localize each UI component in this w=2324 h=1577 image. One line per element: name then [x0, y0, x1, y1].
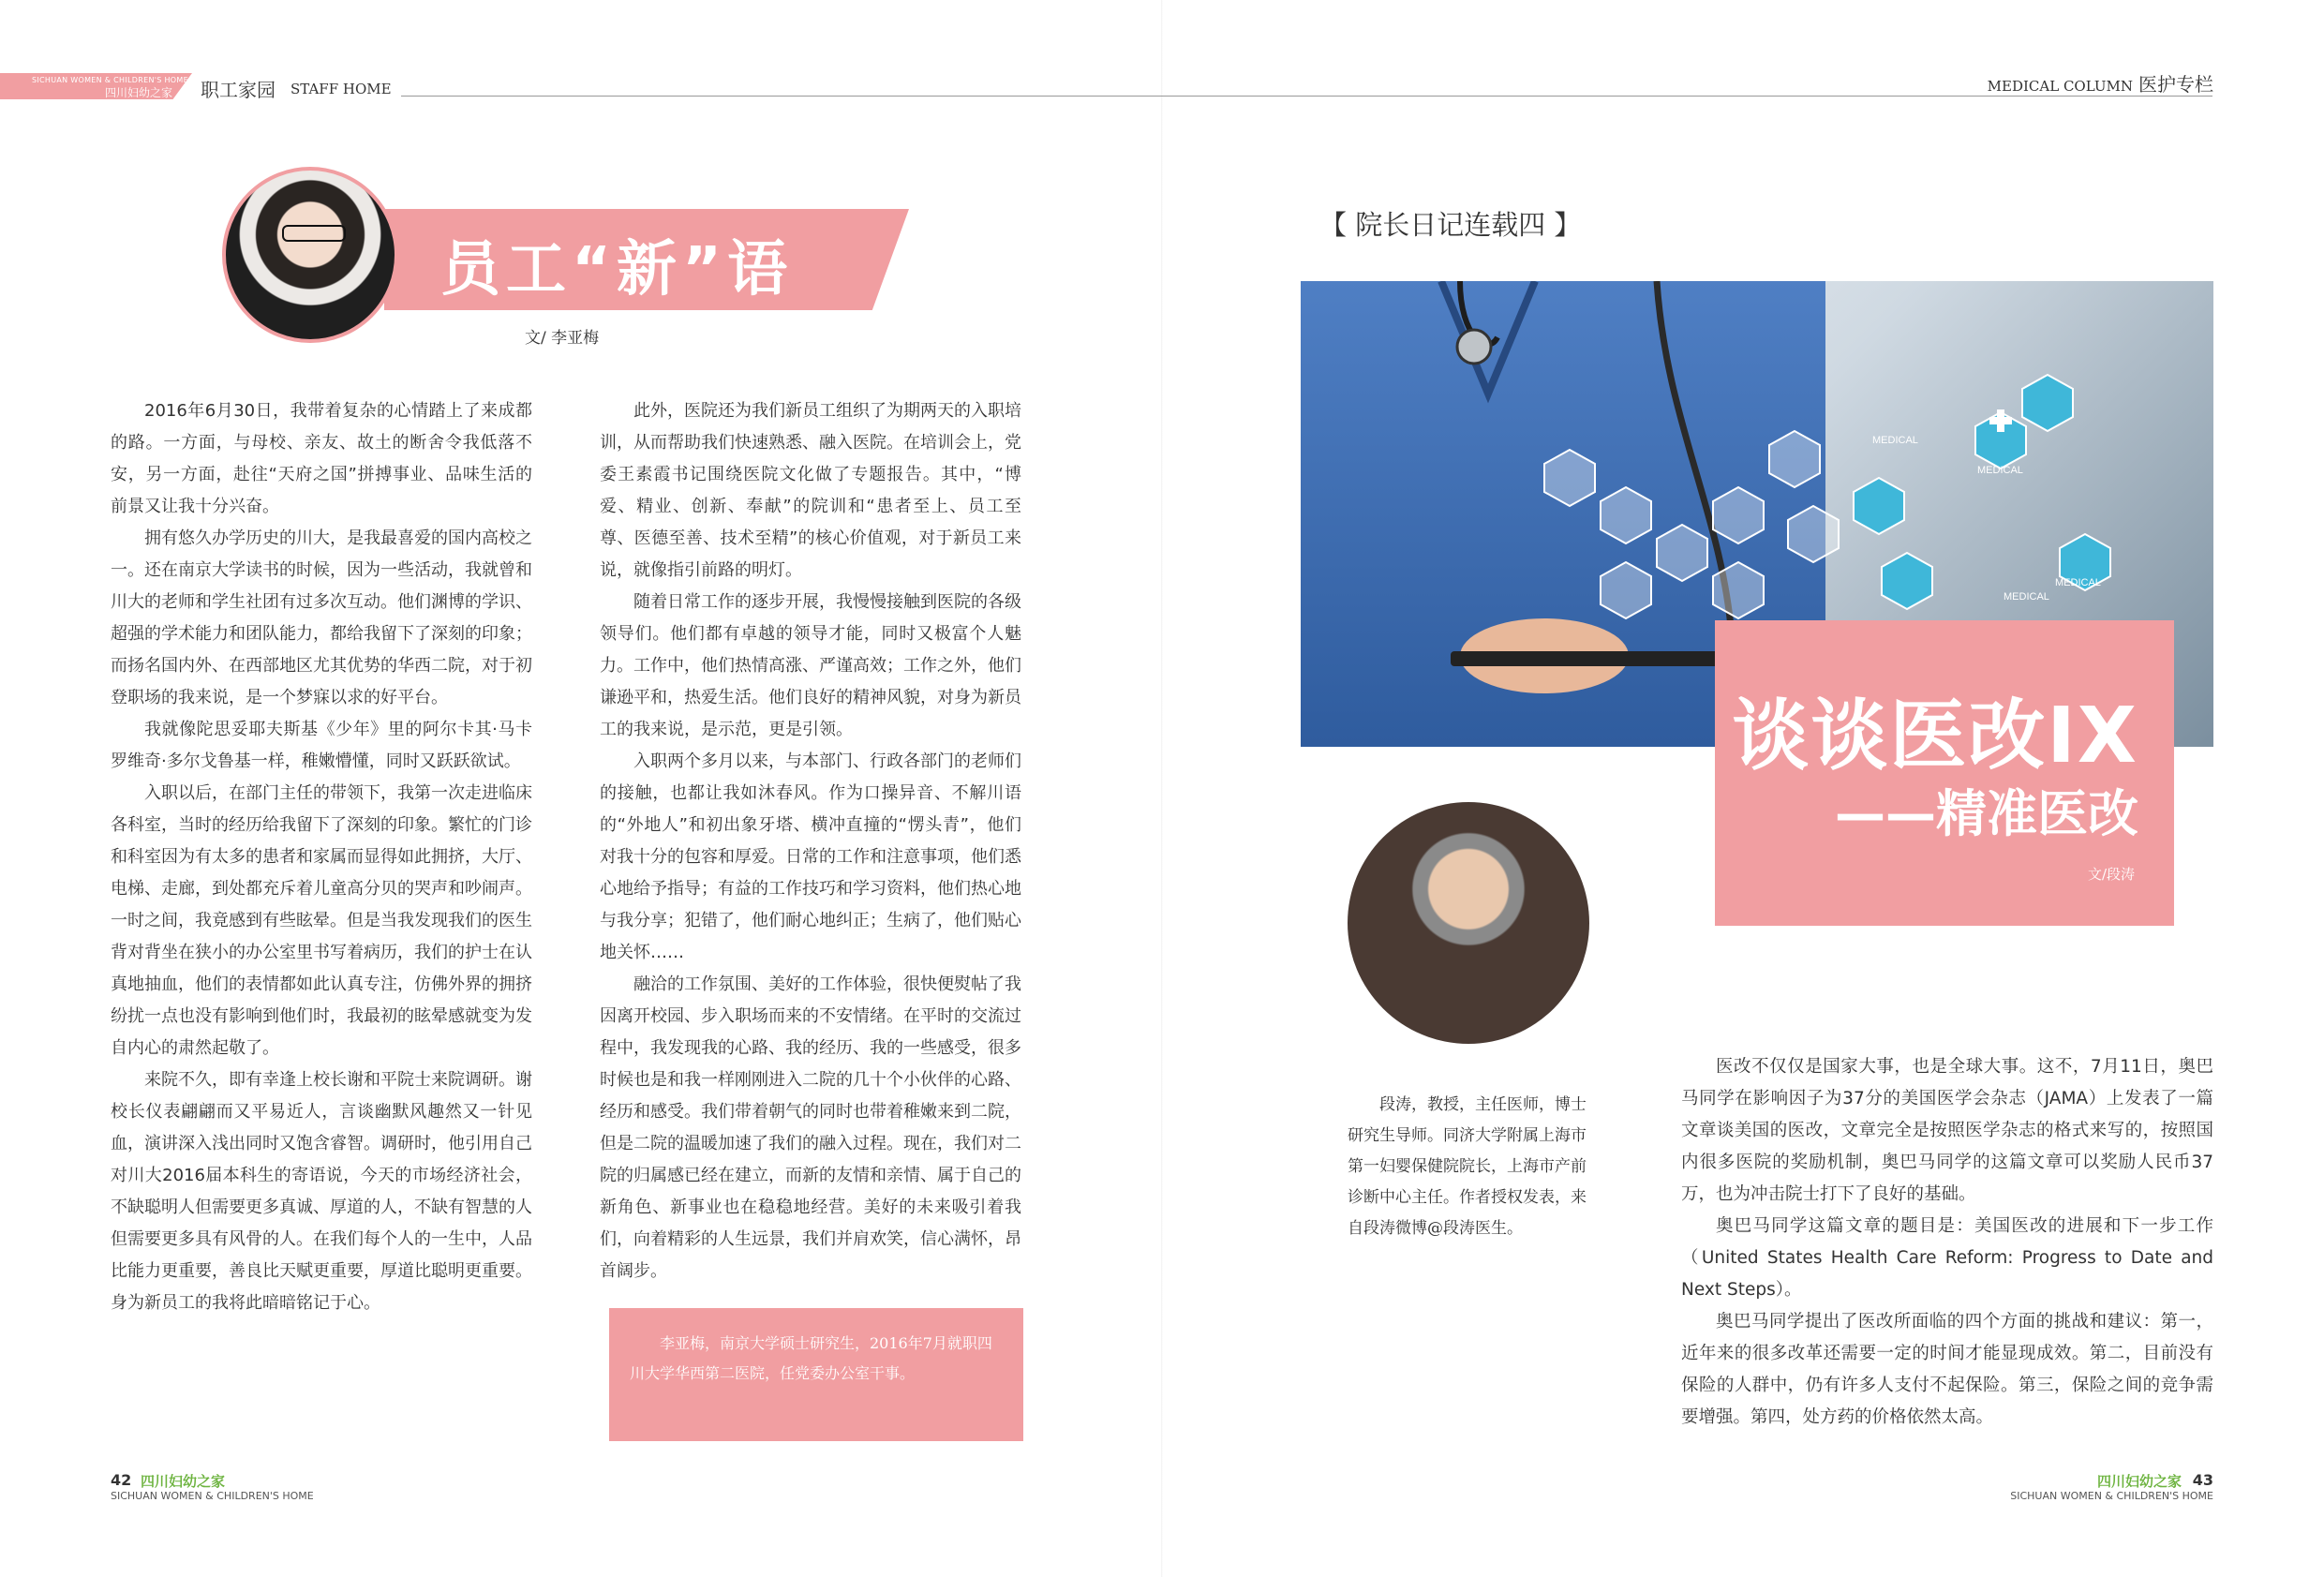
stethoscope-head-icon	[1457, 330, 1491, 364]
glasses-shape	[282, 225, 346, 242]
author-photo-left	[222, 167, 398, 343]
hero-label: MEDICAL	[1977, 465, 2023, 476]
paragraph: 我就像陀思妥耶夫斯基《少年》里的阿尔卡其·马卡罗维奇·多尔戈鲁基一样，稚嫩懵懂，同时又跃跃欲试。	[111, 720, 532, 771]
cyan-hex-icons	[1854, 375, 2110, 609]
hero-label: MEDICAL	[2004, 591, 2049, 603]
hero-label: MEDICAL	[2055, 577, 2101, 588]
right-column-body	[1681, 1051, 2213, 1434]
header-rule	[401, 96, 2212, 97]
paragraph: 奥巴马同学这篇文章的题目是：美国医改的进展和下一步工作（United States Health Care Reform: Progress to Date and Next Steps）。	[1681, 1216, 2213, 1300]
right-article-title: 谈谈医改IX	[1732, 692, 2138, 781]
paragraph: 奥巴马同学提出了医改所面临的四个方面的挑战和建议：第一，近年来的很多改革还需要一定的时间才能显现成效。第二，目前没有保险的人群中，仍有许多人支付不起保险。第三，保险之间的竞争需要增强。第四，处方药的价格依然太高。	[1681, 1312, 2213, 1427]
paragraph: 融洽的工作氛围、美好的工作体验，很快便熨帖了我因离开校园、步入职场而来的不安情绪。在平时的交流过程中，我发现我的心路、我的经历、我的一些感受，很多时候也是和我一样刚刚进入二院的几十个小伙伴的心路、经历和感受。我们带着朝气的同时也带着稚嫩来到二院，但是二院的温暖加速了我们的融入过程。现在，我们对二院的归属感已经在建立，而新的友情和亲情、属于自己的新角色、新事业也在稳稳地经营。美好的未来吸引着我们，向着精彩的人生远景，我们并肩欢笑，信心满怀，昂首阔步。	[600, 974, 1021, 1281]
footer-en-left: SICHUAN WOMEN & CHILDREN'S HOME	[111, 1490, 314, 1502]
series-label: 【 院长日记连载四 】	[1319, 209, 1582, 241]
page-number-left: 42	[111, 1471, 132, 1489]
page-spine	[1161, 0, 1163, 1577]
right-section-title	[1988, 69, 2213, 97]
section-title-en: STAFF HOME	[290, 81, 392, 97]
header-tag-en: SICHUAN WOMEN & CHILDREN'S HOME	[32, 76, 188, 84]
left-column-1	[111, 395, 532, 1319]
section-title-cn: 职工家园	[201, 79, 276, 101]
bag-icon	[1882, 553, 1932, 609]
left-column-2	[600, 395, 1021, 1287]
paragraph: 来院不久，即有幸逢上校长谢和平院士来院调研。谢校长仪表翩翩而又平易近人，言谈幽默风趣然又一针见血，演讲深入浅出同时又饱含睿智。调研时，他引用自己对川大2016届本科生的寄语说，今天的市场经济社会，不缺聪明人但需要更多真诚、厚道的人，不缺有智慧的人但需要更多具有风骨的人。在我们每个人的一生中，人品比能力更重要，善良比天赋更重要，厚道比聪明更重要。身为新员工的我将此暗暗铭记于心。	[111, 1070, 532, 1313]
footer-en-right: SICHUAN WOMEN & CHILDREN'S HOME	[2010, 1490, 2213, 1502]
paragraph: 此外，医院还为我们新员工组织了为期两天的入职培训，从而帮助我们快速熟悉、融入医院。在培训会上，党委王素霞书记围绕医院文化做了专题报告。其中，“博爱、精业、创新、奉献”的院训和“患者至上、员工至尊、医德至善、技术至精”的核心价值观，对于新员工来说，就像指引前路的明灯。	[600, 401, 1021, 580]
paragraph: 入职两个多月以来，与本部门、行政各部门的老师们的接触，也都让我如沐春风。作为口操异音、不解川语的“外地人”和初出象牙塔、横冲直撞的“愣头青”，他们对我十分的包容和厚爱。日常的工作和注意事项，他们悉心地给予指导；有益的工作技巧和学习资料，他们热心地与我分享；犯错了，他们耐心地纠正；生病了，他们贴心地关怀……	[600, 751, 1021, 962]
paragraph: 2016年6月30日，我带着复杂的心情踏上了来成都的路。一方面，与母校、亲友、故土的断舍令我低落不安，另一方面，赴往“天府之国”拼搏事业、品味生活的前景又让我十分兴奋。	[111, 401, 532, 516]
author-photo-right	[1348, 802, 1589, 1044]
paragraph: 随着日常工作的逐步开展，我慢慢接触到医院的各级领导们。他们都有卓越的领导才能，同时又极富个人魅力。工作中，他们热情高涨、严谨高效；工作之外，他们谦逊平和，热爱生活。他们良好的精神风貌，对身为新员工的我来说，是示范，更是引领。	[600, 592, 1021, 739]
author-bio-left: 李亚梅，南京大学硕士研究生，2016年7月就职四川大学华西第二医院，任党委办公室干事。	[630, 1334, 992, 1382]
right-section-en: MEDICAL COLUMN	[1987, 78, 2133, 95]
footer-brand-left: 四川妇幼之家	[141, 1473, 226, 1490]
footer-brand-right: 四川妇幼之家	[2096, 1473, 2182, 1490]
right-section-cn: 医护专栏	[2138, 73, 2213, 96]
paragraph: 入职以后，在部门主任的带领下，我第一次走进临床各科室，当时的经历给我留下了深刻的印象。繁忙的门诊和科室因为有太多的患者和家属而显得如此拥挤，大厅、电梯、走廊，到处都充斥着儿童高分贝的哭声和吵闹声。一时之间，我竟感到有些眩晕。但是当我发现我们的医生背对背坐在狭小的办公室里书写着病历，我们的护士在认真地抽血，他们的表情都如此认真专注，仿佛外界的拥挤纷扰一点也没有影响到他们时，我最初的眩晕感就变为发自内心的肃然起敬了。	[111, 783, 532, 1058]
right-article-subtitle: ——精准医改	[1835, 784, 2138, 843]
left-article-title: 员工“新”语	[440, 235, 794, 305]
left-byline: 文/ 李亚梅	[525, 329, 600, 348]
paragraph: 拥有悠久办学历史的川大，是我最喜爱的国内高校之一。还在南京大学读书的时候，因为一些活动，我就曾和川大的老师和学生社团有过多次互动。他们渊博的学识、超强的学术能力和团队能力，都给我留下了深刻的印象；而扬名国内外、在西部地区尤其优势的华西二院，对于初登职场的我来说，是一个梦寐以求的好平台。	[111, 528, 532, 707]
pill-icon	[2022, 375, 2073, 431]
cross-bar-v	[1997, 409, 2004, 432]
tablet-shape	[1451, 651, 1760, 666]
hero-label: MEDICAL	[1872, 435, 1918, 446]
right-byline: 文/段涛	[2087, 866, 2135, 883]
paragraph: 医改不仅仅是国家大事，也是全球大事。这不，7月11日，奥巴马同学在影响因子为37分的美国医学会杂志（JAMA）上发表了一篇文章谈美国的医改，文章完全是按照医学杂志的格式来写的，按照国内很多医院的奖励机制，奥巴马同学的这篇文章可以奖励人民币37万，也为冲击院士打下了良好的基础。	[1681, 1057, 2213, 1204]
page-number-right: 43	[2192, 1471, 2213, 1489]
header-tag-cn: 四川妇幼之家	[105, 86, 173, 99]
microscope-icon	[1854, 478, 1904, 534]
author-bio-right: 段涛，教授，主任医师，博士研究生导师。同济大学附属上海市第一妇婴保健院院长，上海市产前诊断中心主任。作者授权发表，来自段涛微博@段涛医生。	[1348, 1095, 1587, 1238]
